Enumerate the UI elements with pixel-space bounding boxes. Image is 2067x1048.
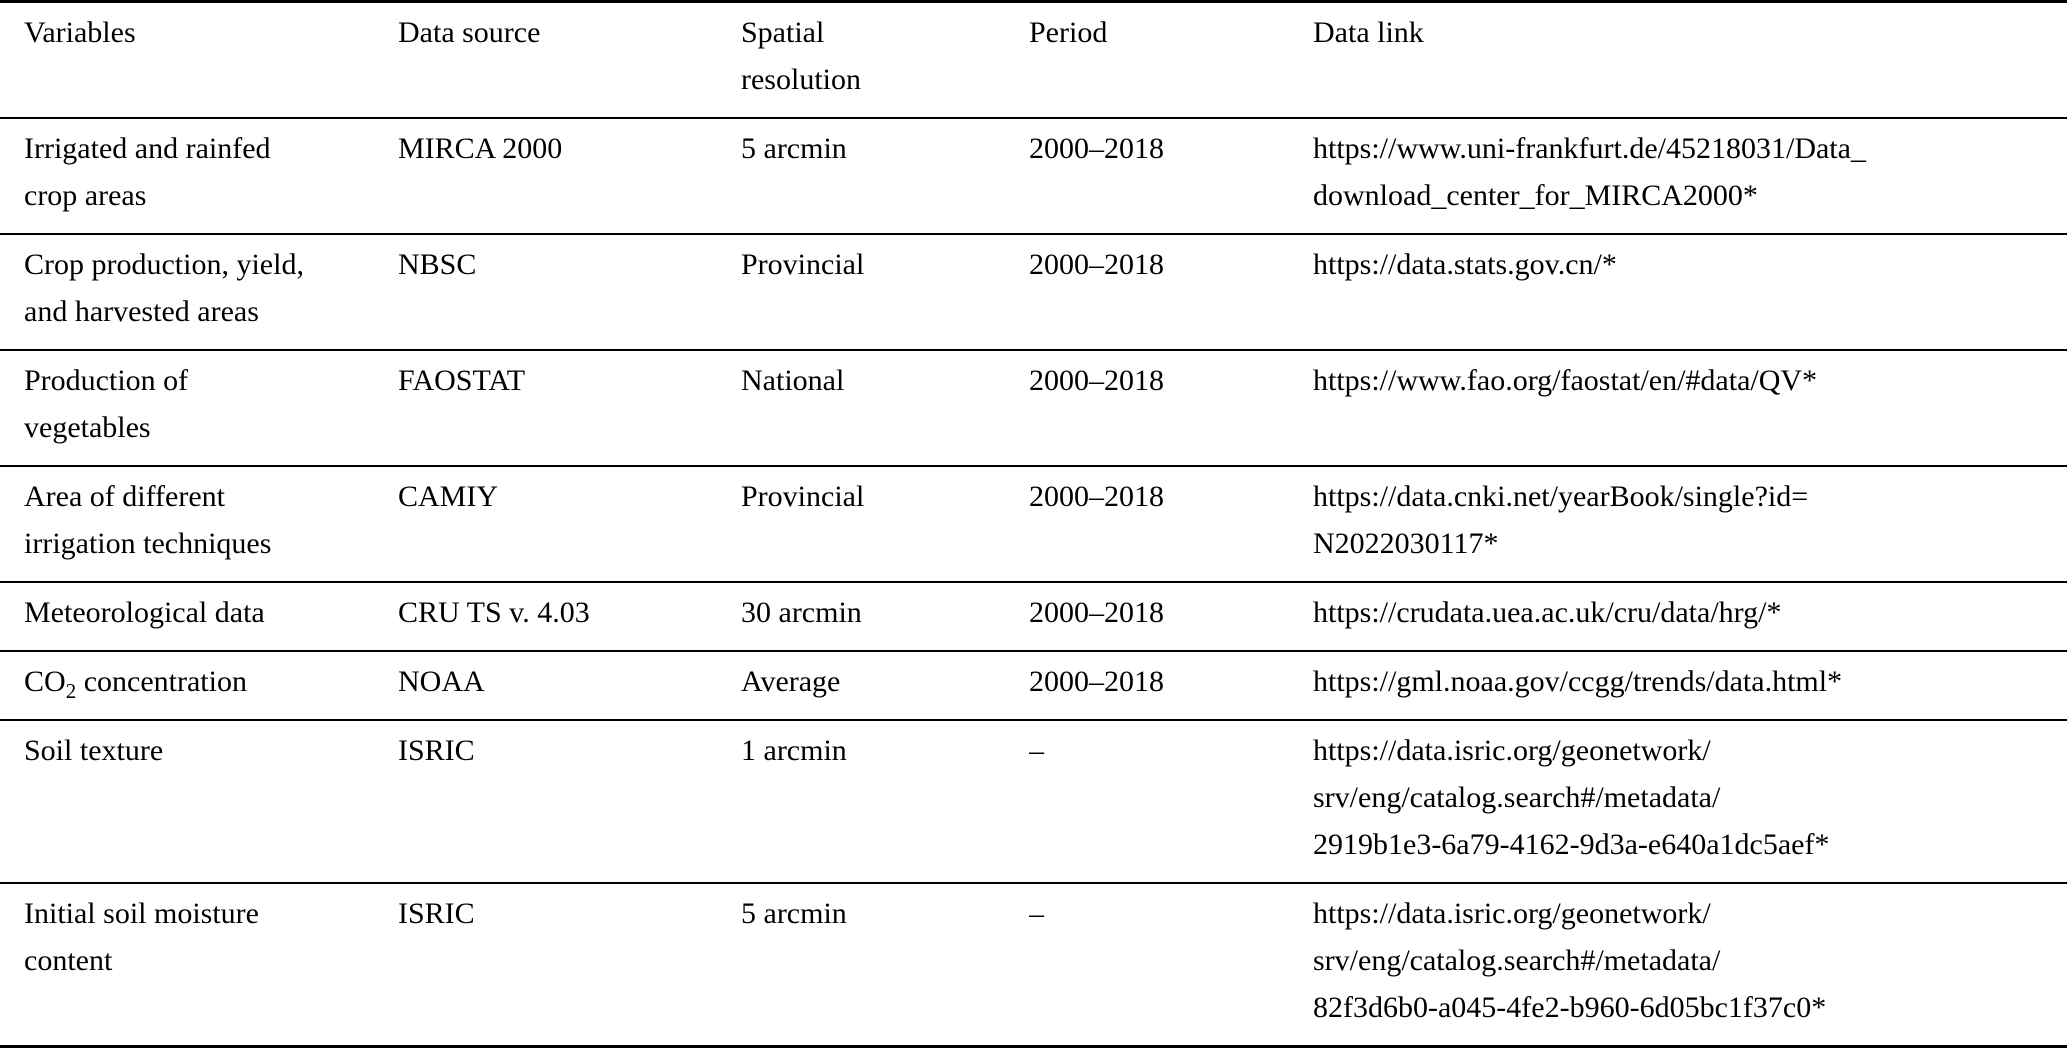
cell-data-source: NBSC (398, 248, 477, 281)
co2-label-base: CO (24, 665, 66, 698)
cell-variable: Soil texture (24, 734, 164, 767)
cell-data-link[interactable]: https://www.fao.org/faostat/en/#data/QV* (1313, 364, 1818, 397)
cell-data-link[interactable]: https://www.uni-frankfurt.de/45218031/Data_ download_center_for_MIRCA2000* (1313, 132, 1866, 212)
table-row (0, 883, 2067, 1047)
cell-data-source: CAMIY (398, 480, 499, 513)
column-header-spatial-resolution: Spatial resolution (741, 16, 861, 96)
cell-data-source: ISRIC (398, 897, 475, 930)
cell-period: 2000–2018 (1029, 480, 1164, 513)
cell-data-source: NOAA (398, 665, 485, 698)
cell-variable: Production of vegetables (24, 364, 189, 444)
table-row (0, 234, 2067, 350)
cell-data-link[interactable]: https://data.isric.org/geonetwork/ srv/eng/catalog.search#/metadata/ 82f3d6b0-a045-4fe2-b960-6d05bc1f37c0* (1313, 897, 1827, 1024)
cell-spatial-resolution: Provincial (741, 248, 865, 281)
cell-data-link[interactable]: https://gml.noaa.gov/ccgg/trends/data.html* (1313, 665, 1843, 698)
cell-period: 2000–2018 (1029, 248, 1164, 281)
cell-variable (0, 651, 398, 720)
cell-spatial-resolution: National (741, 364, 845, 397)
cell-spatial-resolution: 5 arcmin (741, 897, 847, 930)
table-row (0, 651, 2067, 720)
cell-period: 2000–2018 (1029, 665, 1164, 698)
table-header-row (0, 2, 2067, 119)
cell-variable: Irrigated and rainfed crop areas (24, 132, 271, 212)
column-header-period: Period (1029, 16, 1108, 49)
cell-data-source: CRU TS v. 4.03 (398, 596, 590, 629)
cell-spatial-resolution: 30 arcmin (741, 596, 862, 629)
cell-variable: Meteorological data (24, 596, 265, 629)
column-header-variables: Variables (24, 16, 136, 49)
cell-period: 2000–2018 (1029, 596, 1164, 629)
cell-data-link[interactable]: https://crudata.uea.ac.uk/cru/data/hrg/* (1313, 596, 1782, 629)
cell-spatial-resolution: Average (741, 665, 841, 698)
cell-period: 2000–2018 (1029, 132, 1164, 165)
cell-period: – (1029, 897, 1044, 930)
cell-data-link[interactable]: https://data.isric.org/geonetwork/ srv/eng/catalog.search#/metadata/ 2919b1e3-6a79-4162-9d3a-e640a1dc5aef* (1313, 734, 1830, 861)
cell-variable: Area of different irrigation techniques (24, 480, 272, 560)
cell-variable: Crop production, yield, and harvested areas (24, 248, 304, 328)
co2-label-rest: concentration (83, 665, 247, 698)
cell-period: – (1029, 734, 1044, 767)
table-row (0, 720, 2067, 883)
cell-spatial-resolution: Provincial (741, 480, 865, 513)
cell-data-source: MIRCA 2000 (398, 132, 563, 165)
table-row (0, 582, 2067, 651)
column-header-data-link: Data link (1313, 16, 1424, 49)
cell-spatial-resolution: 1 arcmin (741, 734, 847, 767)
co2-label-subscript: 2 (65, 679, 77, 703)
table-row (0, 118, 2067, 234)
table-row (0, 350, 2067, 466)
cell-variable: Initial soil moisture content (24, 897, 259, 977)
cell-data-link[interactable]: https://data.stats.gov.cn/* (1313, 248, 1617, 281)
cell-data-source: ISRIC (398, 734, 475, 767)
column-header-data-source: Data source (398, 16, 541, 49)
cell-spatial-resolution: 5 arcmin (741, 132, 847, 165)
cell-data-link[interactable]: https://data.cnki.net/yearBook/single?id= N2022030117* (1313, 480, 1809, 560)
cell-period: 2000–2018 (1029, 364, 1164, 397)
table-row (0, 466, 2067, 582)
cell-data-source: FAOSTAT (398, 364, 526, 397)
